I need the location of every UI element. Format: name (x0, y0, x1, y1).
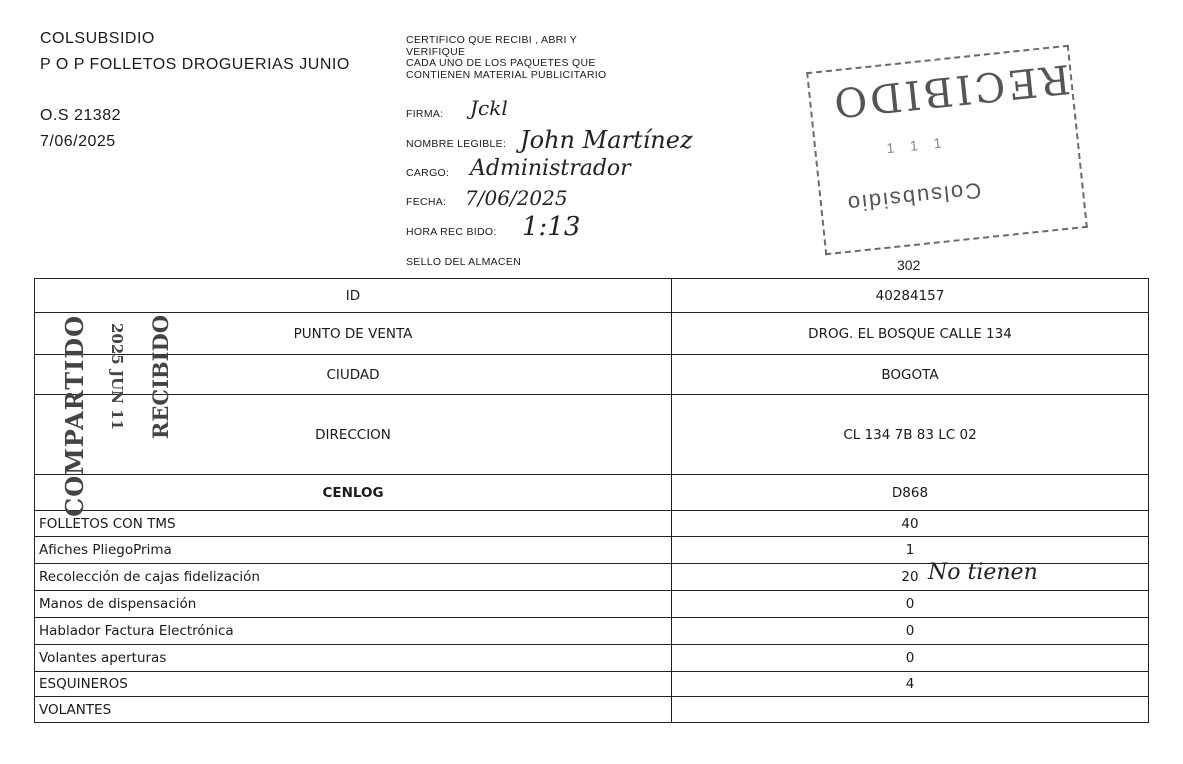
table-row (35, 279, 1149, 313)
row-label: VOLANTES (35, 697, 672, 723)
row-value (672, 697, 1149, 723)
table-row (35, 672, 1149, 697)
table-row (35, 511, 1149, 537)
row-label: CENLOG (35, 475, 672, 511)
certificate-text (406, 35, 656, 81)
delivery-table (34, 278, 1149, 723)
row-label: Recolección de cajas fidelización (35, 564, 672, 591)
hora-value: 1:13 (522, 212, 581, 242)
document-subtitle: P O P FOLLETOS DROGUERIAS JUNIO (40, 56, 350, 73)
row-label: ESQUINEROS (35, 672, 672, 697)
row-label: Manos de dispensación (35, 591, 672, 618)
table-row (35, 591, 1149, 618)
table-row (35, 645, 1149, 672)
fecha-value: 7/06/2025 (465, 186, 568, 210)
company-name: COLSUBSIDIO (40, 30, 155, 47)
order-date: 7/06/2025 (40, 133, 116, 150)
received-stamp (806, 45, 1088, 256)
table-row (35, 355, 1149, 395)
row-label: CIUDAD (35, 355, 672, 395)
row-value: 40284157 (672, 279, 1149, 313)
table-row (35, 697, 1149, 723)
handwritten-note: No tienen (928, 560, 1038, 585)
vertical-stamp-text: COMPARTIDO (60, 315, 89, 517)
firma-label: FIRMA: (406, 108, 444, 120)
row-label: FOLLETOS CON TMS (35, 511, 672, 537)
row-label: Hablador Factura Electrónica (35, 618, 672, 645)
row-value: 0 (672, 618, 1149, 645)
table-row (35, 475, 1149, 511)
table-row (35, 313, 1149, 355)
row-label: Afiches PliegoPrima (35, 537, 672, 564)
stamp-company: Colsubsidio (844, 177, 983, 217)
order-number: O.S 21382 (40, 107, 121, 124)
row-label: Volantes aperturas (35, 645, 672, 672)
row-value: D868 (672, 475, 1149, 511)
row-value: 0 (672, 645, 1149, 672)
vertical-stamp-text: RECIBIDO (148, 315, 173, 440)
row-value: 0 (672, 591, 1149, 618)
row-label: ID (35, 279, 672, 313)
row-value: 20 (672, 564, 1149, 591)
hora-label: HORA REC BIDO: (406, 226, 497, 238)
row-value: 4 (672, 672, 1149, 697)
stamp-title: RECIBIDO (829, 54, 1073, 126)
fecha-label: FECHA: (406, 196, 447, 208)
certificate-line: CONTIENEN MATERIAL PUBLICITARIO (406, 68, 607, 81)
row-value: DROG. EL BOSQUE CALLE 134 (672, 313, 1149, 355)
table-row (35, 618, 1149, 645)
row-label: DIRECCION (35, 395, 672, 475)
firma-signature: Jckl (470, 96, 508, 120)
row-value: 1 (672, 537, 1149, 564)
row-label: PUNTO DE VENTA (35, 313, 672, 355)
nombre-label: NOMBRE LEGIBLE: (406, 138, 507, 150)
sello-label: SELLO DEL ALMACEN (406, 256, 522, 268)
row-value: CL 134 7B 83 LC 02 (672, 395, 1149, 475)
table-row (35, 395, 1149, 475)
nombre-value: John Martínez (520, 126, 693, 154)
certificate-line: CERTIFICO QUE RECIBI , ABRI Y (406, 34, 578, 46)
vertical-stamp-date: 2025 JUN 11 (108, 323, 126, 430)
cargo-label: CARGO: (406, 167, 450, 179)
row-value: 40 (672, 511, 1149, 537)
stamp-date: 1 1 1 (885, 133, 949, 157)
page-number: 302 (897, 257, 921, 273)
cargo-value: Administrador (470, 156, 631, 181)
certificate-line: VERIFIQUE (406, 45, 466, 58)
certificate-line: CADA UNO DE LOS PAQUETES QUE (406, 57, 596, 69)
row-value: BOGOTA (672, 355, 1149, 395)
